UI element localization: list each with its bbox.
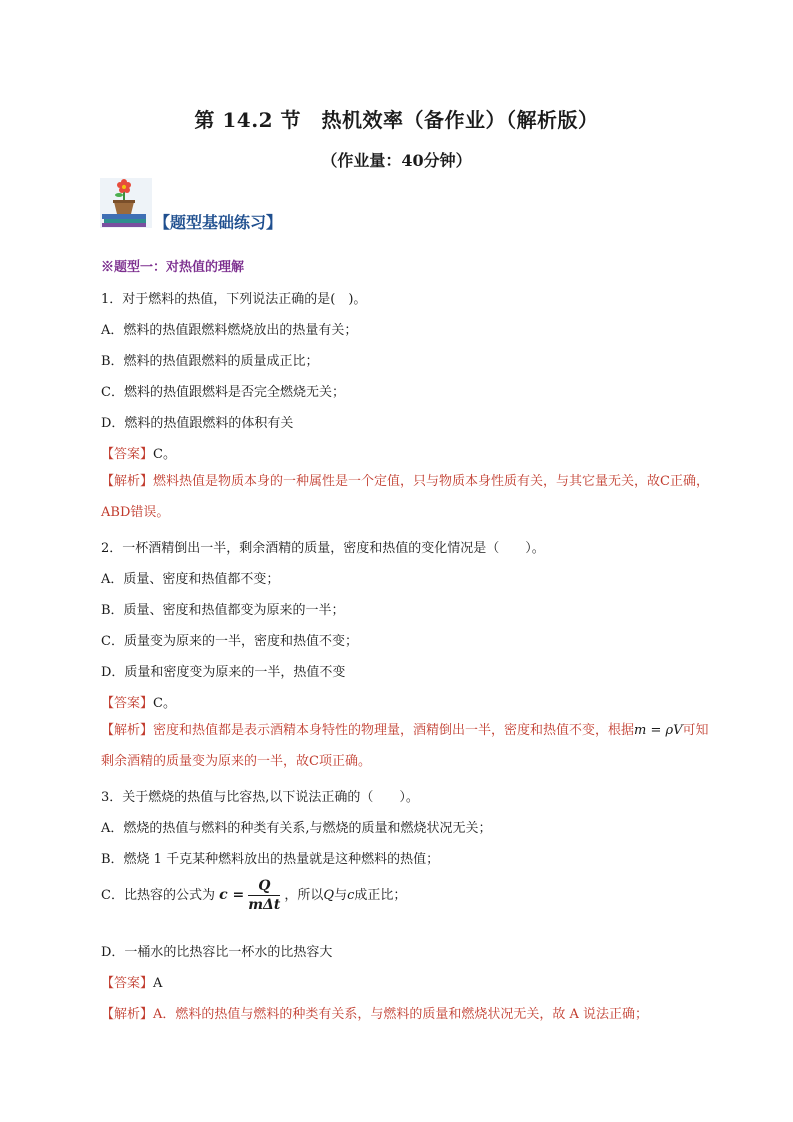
analysis-tag: 【解析】 [101, 474, 154, 489]
analysis-text: A．燃料的热值与燃料的种类有关系，与燃料的质量和燃烧状况无关，故 A 说法正确； [153, 1007, 649, 1022]
option-c-text-2: ，所以 [284, 888, 324, 903]
symbol-q: Q [323, 888, 335, 903]
answer-value: C。 [153, 447, 176, 462]
specific-heat-fraction [248, 878, 280, 913]
question-2-analysis [101, 715, 713, 777]
question-2-option-c: C．质量变为原来的一半，密度和热值不变； [101, 634, 358, 649]
question-3-option-d: D．一桶水的比热容比一杯水的比热容大 [101, 945, 333, 960]
analysis-text-continued: 可知剩余酒精的质量变为原来的一半，故C项正确。 [101, 723, 709, 769]
question-1-stem: 1．对于燃料的热值，下列说法正确的是( )。 [101, 292, 367, 307]
question-1-option-c: C．燃料的热值跟燃料是否完全燃烧无关； [101, 385, 345, 400]
question-3-option-c [101, 878, 406, 913]
question-3-answer [101, 972, 162, 991]
answer-value: C。 [153, 696, 176, 711]
question-1-analysis [101, 466, 713, 528]
analysis-text: 燃料热值是物质本身的一种属性是一个定值，只与物质本身性质有关，与其它量无关，故C正确，ABD错误。 [101, 474, 709, 520]
density-formula: m = ρV [634, 723, 683, 738]
question-2-stem: 2．一杯酒精倒出一半，剩余酒精的质量，密度和热值的变化情况是（ ）。 [101, 541, 545, 556]
answer-value: A [153, 976, 163, 991]
question-2-option-d: D．质量和密度变为原来的一半，热值不变 [101, 665, 346, 680]
flower-pot-books-icon [100, 178, 152, 228]
answer-tag: 【答案】 [101, 696, 154, 711]
question-3-analysis [101, 1003, 648, 1022]
option-c-text-4: 成正比； [354, 888, 407, 903]
analysis-text: 密度和热值都是表示酒精本身特性的物理量，酒精倒出一半，密度和热值不变，根据 [153, 723, 635, 738]
analysis-tag: 【解析】 [101, 723, 154, 738]
question-1-option-d: D．燃料的热值跟燃料的体积有关 [101, 416, 294, 431]
page-title: 第 14.2 节 热机效率（备作业）（解析版） [194, 108, 599, 132]
fraction-denominator: mΔt [248, 897, 281, 913]
question-2-option-a: A．质量、密度和热值都不变； [101, 572, 280, 587]
symbol-c: c [347, 888, 355, 903]
question-3-option-b: B．燃烧 1 千克某种燃料放出的热量就是这种燃料的热值； [101, 852, 440, 867]
question-type-heading: ※题型一：对热值的理解 [101, 260, 245, 275]
question-2-option-b: B．质量、密度和热值都变为原来的一半； [101, 603, 345, 618]
section-banner-label: 【题型基础练习】 [154, 213, 283, 232]
fraction-numerator: Q [248, 878, 280, 896]
question-2-answer [101, 692, 176, 711]
option-c-text: C．比热容的公式为 [101, 888, 215, 903]
answer-tag: 【答案】 [101, 976, 154, 991]
question-1-option-b: B．燃料的热值跟燃料的质量成正比； [101, 354, 319, 369]
question-1-answer [101, 443, 176, 462]
page-subtitle: （作业量：40分钟） [321, 151, 472, 170]
formula-lhs: c = [219, 887, 245, 903]
question-1-option-a: A．燃料的热值跟燃料燃烧放出的热量有关； [101, 323, 358, 338]
analysis-tag: 【解析】 [101, 1007, 154, 1022]
answer-tag: 【答案】 [101, 447, 154, 462]
option-c-text-3: 与 [334, 888, 348, 903]
question-3-option-a: A．燃烧的热值与燃料的种类有关系,与燃烧的质量和燃烧状况无关； [101, 821, 492, 836]
question-3-stem: 3．关于燃烧的热值与比容热,以下说法正确的（ ）。 [101, 790, 419, 805]
